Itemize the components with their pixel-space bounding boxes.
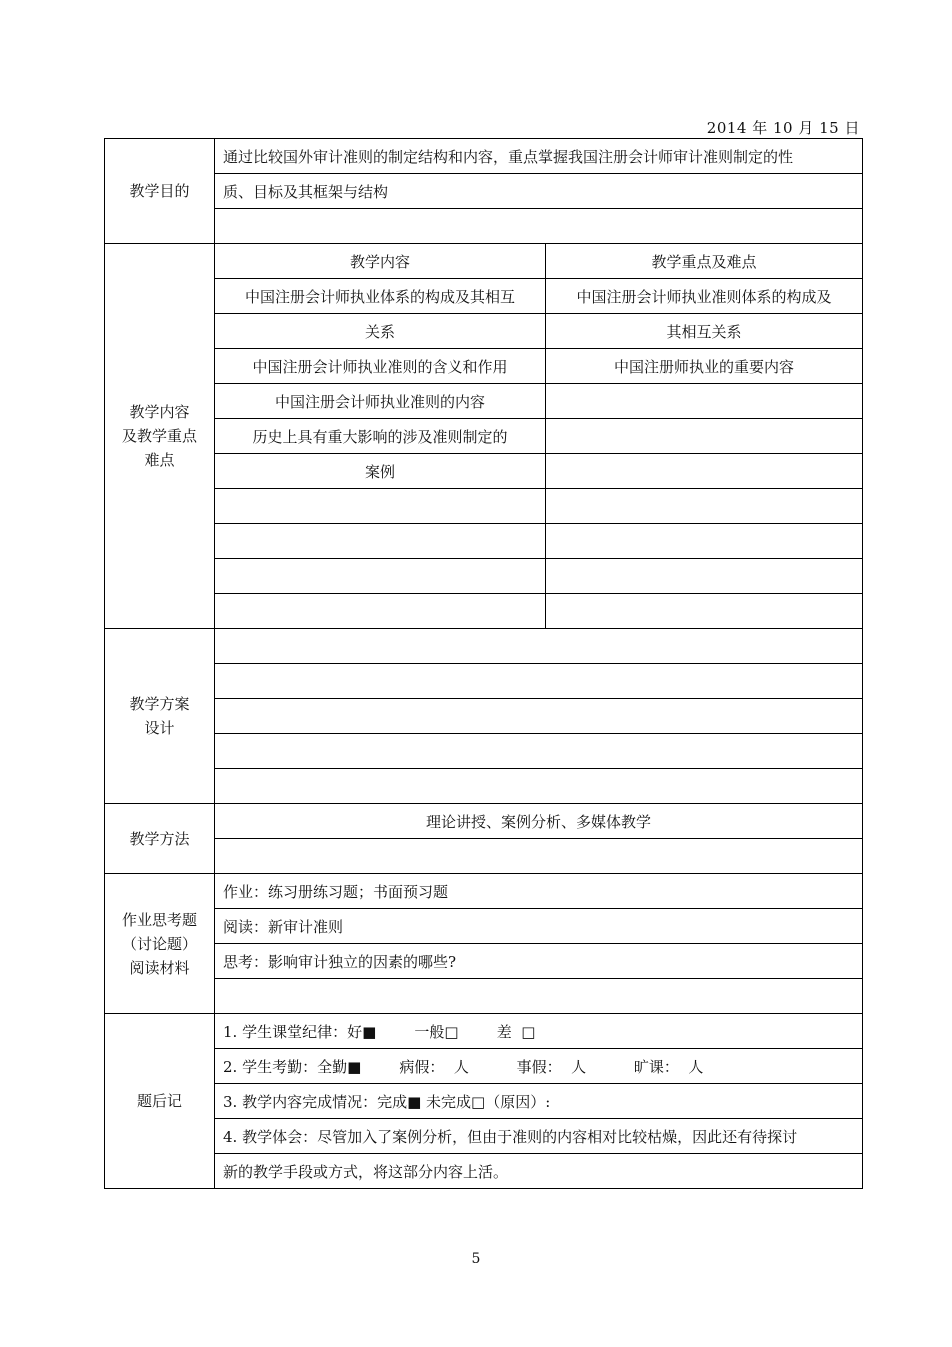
content-label <box>105 244 215 629</box>
content-row <box>105 594 863 629</box>
keypoint-cell <box>546 559 863 594</box>
plan-label-line: 设计 <box>144 719 175 737</box>
content-row <box>105 559 863 594</box>
objective-line-1: 通过比较国外审计准则的制定结构和内容，重点掌握我国注册会计师审计准则制定的性 <box>215 139 863 174</box>
postscript-row <box>105 1119 863 1154</box>
content-cell: 中国注册会计师执业准则的含义和作用 <box>215 349 546 384</box>
method-row <box>105 839 863 874</box>
content-cell: 中国注册会计师执业体系的构成及其相互 <box>215 279 546 314</box>
content-cell <box>215 594 546 629</box>
keypoint-cell <box>546 489 863 524</box>
plan-row <box>105 734 863 769</box>
keypoint-cell <box>546 594 863 629</box>
postscript-line: 新的教学手段或方式，将这部分内容上活。 <box>215 1154 863 1189</box>
content-header-row <box>105 244 863 279</box>
postscript-line: 4. 教学体会：尽管加入了案例分析，但由于准则的内容相对比较枯燥，因此还有待探讨 <box>215 1119 863 1154</box>
keypoint-cell: 中国注册师执业的重要内容 <box>546 349 863 384</box>
homework-row <box>105 944 863 979</box>
plan-line <box>215 699 863 734</box>
content-row <box>105 524 863 559</box>
plan-row <box>105 664 863 699</box>
homework-label-line: 作业思考题 <box>121 910 197 929</box>
date-line: 2014 年 10 月 15 日 <box>706 119 860 137</box>
homework-line: 阅读：新审计准则 <box>215 909 863 944</box>
content-row <box>105 314 863 349</box>
content-row <box>105 349 863 384</box>
homework-row <box>105 979 863 1014</box>
homework-line <box>215 979 863 1014</box>
homework-line: 思考：影响审计独立的因素的哪些? <box>215 944 863 979</box>
plan-line <box>215 664 863 699</box>
plan-label <box>105 629 215 804</box>
content-row <box>105 384 863 419</box>
plan-line <box>215 769 863 804</box>
content-cell <box>215 559 546 594</box>
homework-label <box>105 874 215 1014</box>
objective-label: 教学目的 <box>105 139 215 244</box>
postscript-line: 3. 教学内容完成情况：完成■ 未完成□（原因）: <box>215 1084 863 1119</box>
homework-line: 作业：练习册练习题；书面预习题 <box>215 874 863 909</box>
content-col1-header: 教学内容 <box>215 244 546 279</box>
plan-label-line: 教学方案 <box>129 695 190 713</box>
objective-row <box>105 209 863 244</box>
plan-line <box>215 629 863 664</box>
keypoint-cell: 中国注册会计师执业准则体系的构成及 <box>546 279 863 314</box>
plan-row <box>105 629 863 664</box>
content-row <box>105 454 863 489</box>
content-cell: 关系 <box>215 314 546 349</box>
objective-line-2: 质、目标及其框架与结构 <box>215 174 863 209</box>
content-label-line: 教学内容 <box>129 403 190 421</box>
method-line: 理论讲授、案例分析、多媒体教学 <box>215 804 863 839</box>
homework-row <box>105 874 863 909</box>
method-row <box>105 804 863 839</box>
objective-line-3 <box>215 209 863 244</box>
postscript-label: 题后记 <box>105 1014 215 1189</box>
method-label: 教学方法 <box>105 804 215 874</box>
method-line <box>215 839 863 874</box>
keypoint-cell <box>546 524 863 559</box>
keypoint-cell <box>546 419 863 454</box>
postscript-row <box>105 1049 863 1084</box>
postscript-row <box>105 1084 863 1119</box>
keypoint-cell <box>546 454 863 489</box>
postscript-row <box>105 1014 863 1049</box>
lesson-plan-table <box>104 138 863 1189</box>
content-row <box>105 419 863 454</box>
homework-row <box>105 909 863 944</box>
content-cell: 历史上具有重大影响的涉及准则制定的 <box>215 419 546 454</box>
content-cell <box>215 524 546 559</box>
content-label-line: 难点 <box>144 451 175 469</box>
homework-label-line: 阅读材料 <box>129 958 190 977</box>
content-cell: 中国注册会计师执业准则的内容 <box>215 384 546 419</box>
plan-line <box>215 734 863 769</box>
page-number: 5 <box>471 1251 481 1267</box>
plan-row <box>105 699 863 734</box>
postscript-row <box>105 1154 863 1189</box>
content-cell <box>215 489 546 524</box>
postscript-line: 1. 学生课堂纪律：好■ 一般□ 差 □ <box>215 1014 863 1049</box>
content-label-line: 及教学重点 <box>121 427 197 445</box>
content-row <box>105 489 863 524</box>
plan-row <box>105 769 863 804</box>
content-row <box>105 279 863 314</box>
objective-row <box>105 174 863 209</box>
homework-label-line: （讨论题） <box>121 934 197 953</box>
keypoint-cell: 其相互关系 <box>546 314 863 349</box>
content-col2-header: 教学重点及难点 <box>546 244 863 279</box>
postscript-line: 2. 学生考勤：全勤■ 病假： 人 事假： 人 旷课： 人 <box>215 1049 863 1084</box>
keypoint-cell <box>546 384 863 419</box>
content-cell: 案例 <box>215 454 546 489</box>
objective-row <box>105 139 863 174</box>
